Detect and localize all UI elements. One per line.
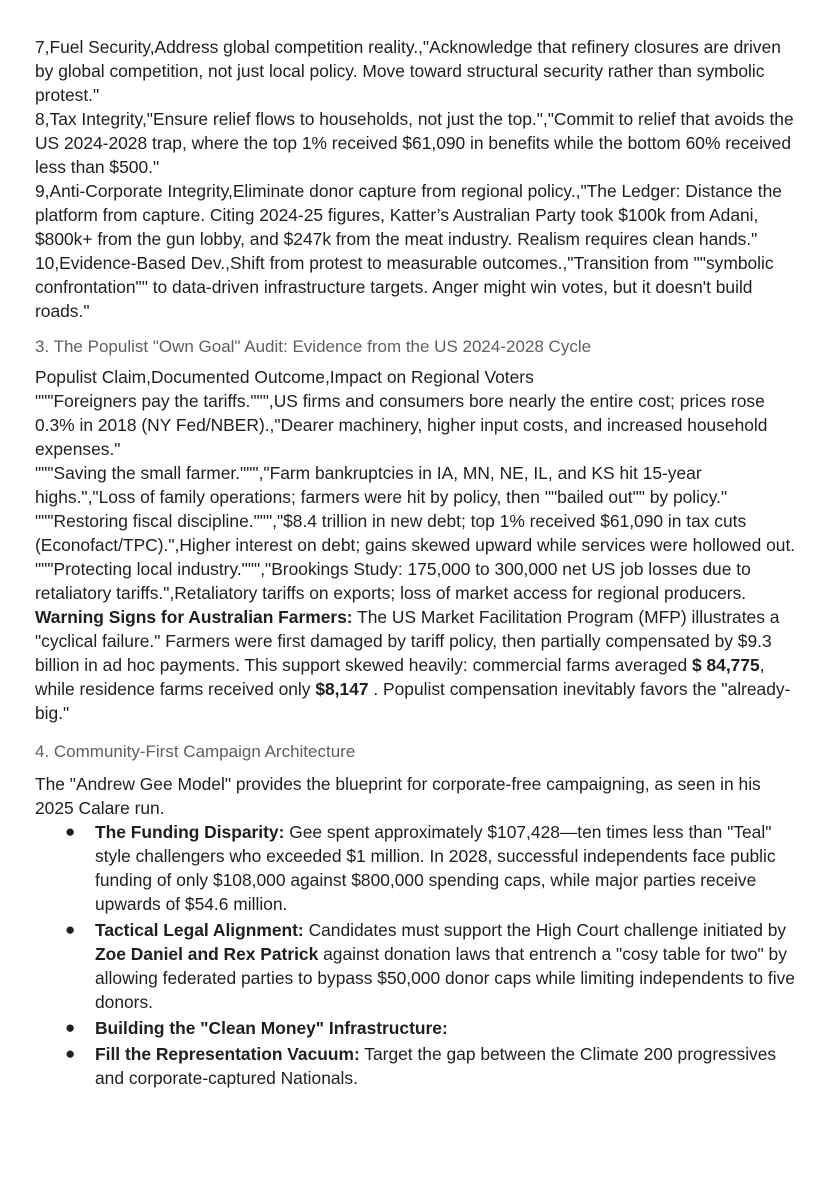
bullet-icon: ●	[65, 1044, 76, 1063]
warning-text-1: The US Market Facilitation Program (MFP) illustrates a "cyclical failure." Farmers were first damaged by tariff policy, then partially compensated by $9.3 billion in ad hoc payments. This support skewed heavily: commercial farms averaged	[35, 607, 780, 675]
bullet-text: Candidates must support the High Court challenge initiated by	[303, 920, 787, 940]
section-3-heading: 3. The Populist "Own Goal" Audit: Evidence from the US 2024-2028 Cycle	[35, 337, 592, 356]
table-header-row: Populist Claim,Documented Outcome,Impact on Regional Voters	[35, 367, 534, 387]
warning-paragraph	[35, 605, 798, 725]
warning-text-2: , while residence farms received only	[35, 655, 765, 699]
table-row: """Protecting local industry.""","Brookings Study: 175,000 to 300,000 net US job losses due to retaliatory tariffs.",Retaliatory tariffs on exports; loss of market access for regional producers.	[35, 559, 751, 603]
table-row: 9,Anti-Corporate Integrity,Eliminate donor capture from regional policy.,"The Ledger: Distance the platform from capture. Citing 2024-25 figures, Katter’s Australian Party took $100k from Adani, $800k+ from the gun lobby, and $247k from the meat industry. Realism requires clean hands."	[35, 181, 782, 249]
bullet-text: Gee spent approximately $107,428—ten times less than "Teal" style challengers who exceeded $1 million. In 2028, successful independents face public funding of only $108,000 against $800,000 spending caps, while major parties receive upwards of $54.6 million.	[95, 822, 776, 914]
bullet-text: against donation laws that entrench a "cosy table for two" by allowing federated parties to bypass $50,000 donor caps while limiting independents to five donors.	[95, 944, 795, 1012]
table-row: """Restoring fiscal discipline.""","$8.4 trillion in new debt; top 1% received $61,090 in tax cuts (Econofact/TPC).",Higher interest on debt; gains skewed upward while services were hollowed out.	[35, 511, 796, 555]
residence-farm-amount: $8,147	[315, 679, 369, 699]
bullet-label: Tactical Legal Alignment:	[95, 920, 304, 940]
bullet-label: Fill the Representation Vacuum:	[95, 1044, 360, 1064]
section-4-heading: 4. Community-First Campaign Architecture	[35, 742, 356, 761]
commercial-farm-amount: $ 84,775	[691, 655, 760, 675]
warning-label: Warning Signs for Australian Farmers:	[35, 607, 353, 627]
table-row: 10,Evidence-Based Dev.,Shift from protest to measurable outcomes.,"Transition from ""symbolic confrontation"" to data-driven infrastructure targets. Anger might win votes, but it doesn't build roads."	[35, 253, 774, 321]
bullet-label: The Funding Disparity:	[95, 822, 285, 842]
bullet-text: Target the gap between the Climate 200 progressives and corporate-captured Nationals.	[95, 1044, 777, 1088]
table-row: """Foreigners pay the tariffs.""",US firms and consumers bore nearly the entire cost; prices rose 0.3% in 2018 (NY Fed/NBER).,"Dearer machinery, higher input costs, and increased household expenses."	[35, 391, 768, 459]
list-item	[65, 1016, 798, 1040]
table-row: 7,Fuel Security,Address global competition reality.,"Acknowledge that refinery closures are driven by global competition, not just local policy. Move toward structural security rather than symbolic protest."	[35, 37, 781, 105]
list-item	[65, 1042, 798, 1090]
table-row: """Saving the small farmer.""","Farm bankruptcies in IA, MN, NE, IL, and KS hit 15-year highs.","Loss of family operations; farmers were hit by policy, then ""bailed out"" by policy."	[35, 463, 728, 507]
bullet-names: Zoe Daniel and Rex Patrick	[95, 944, 319, 964]
bullet-icon: ●	[65, 920, 76, 939]
bullet-icon: ●	[65, 1018, 76, 1037]
section-4-intro: The "Andrew Gee Model" provides the blueprint for corporate-free campaigning, as seen in his 2025 Calare run.	[35, 774, 761, 818]
bullet-label: Building the "Clean Money" Infrastructure:	[95, 1018, 448, 1038]
warning-text-3: . Populist compensation inevitably favors the "already-big."	[35, 679, 791, 723]
bullet-icon: ●	[65, 822, 76, 841]
table-row: 8,Tax Integrity,"Ensure relief flows to households, not just the top.","Commit to relief that avoids the US 2024-2028 trap, where the top 1% received $61,090 in benefits while the bottom 60% received less than $500."	[35, 109, 794, 177]
list-item	[65, 820, 798, 916]
bullet-list	[35, 820, 798, 1090]
list-item	[65, 918, 798, 1014]
